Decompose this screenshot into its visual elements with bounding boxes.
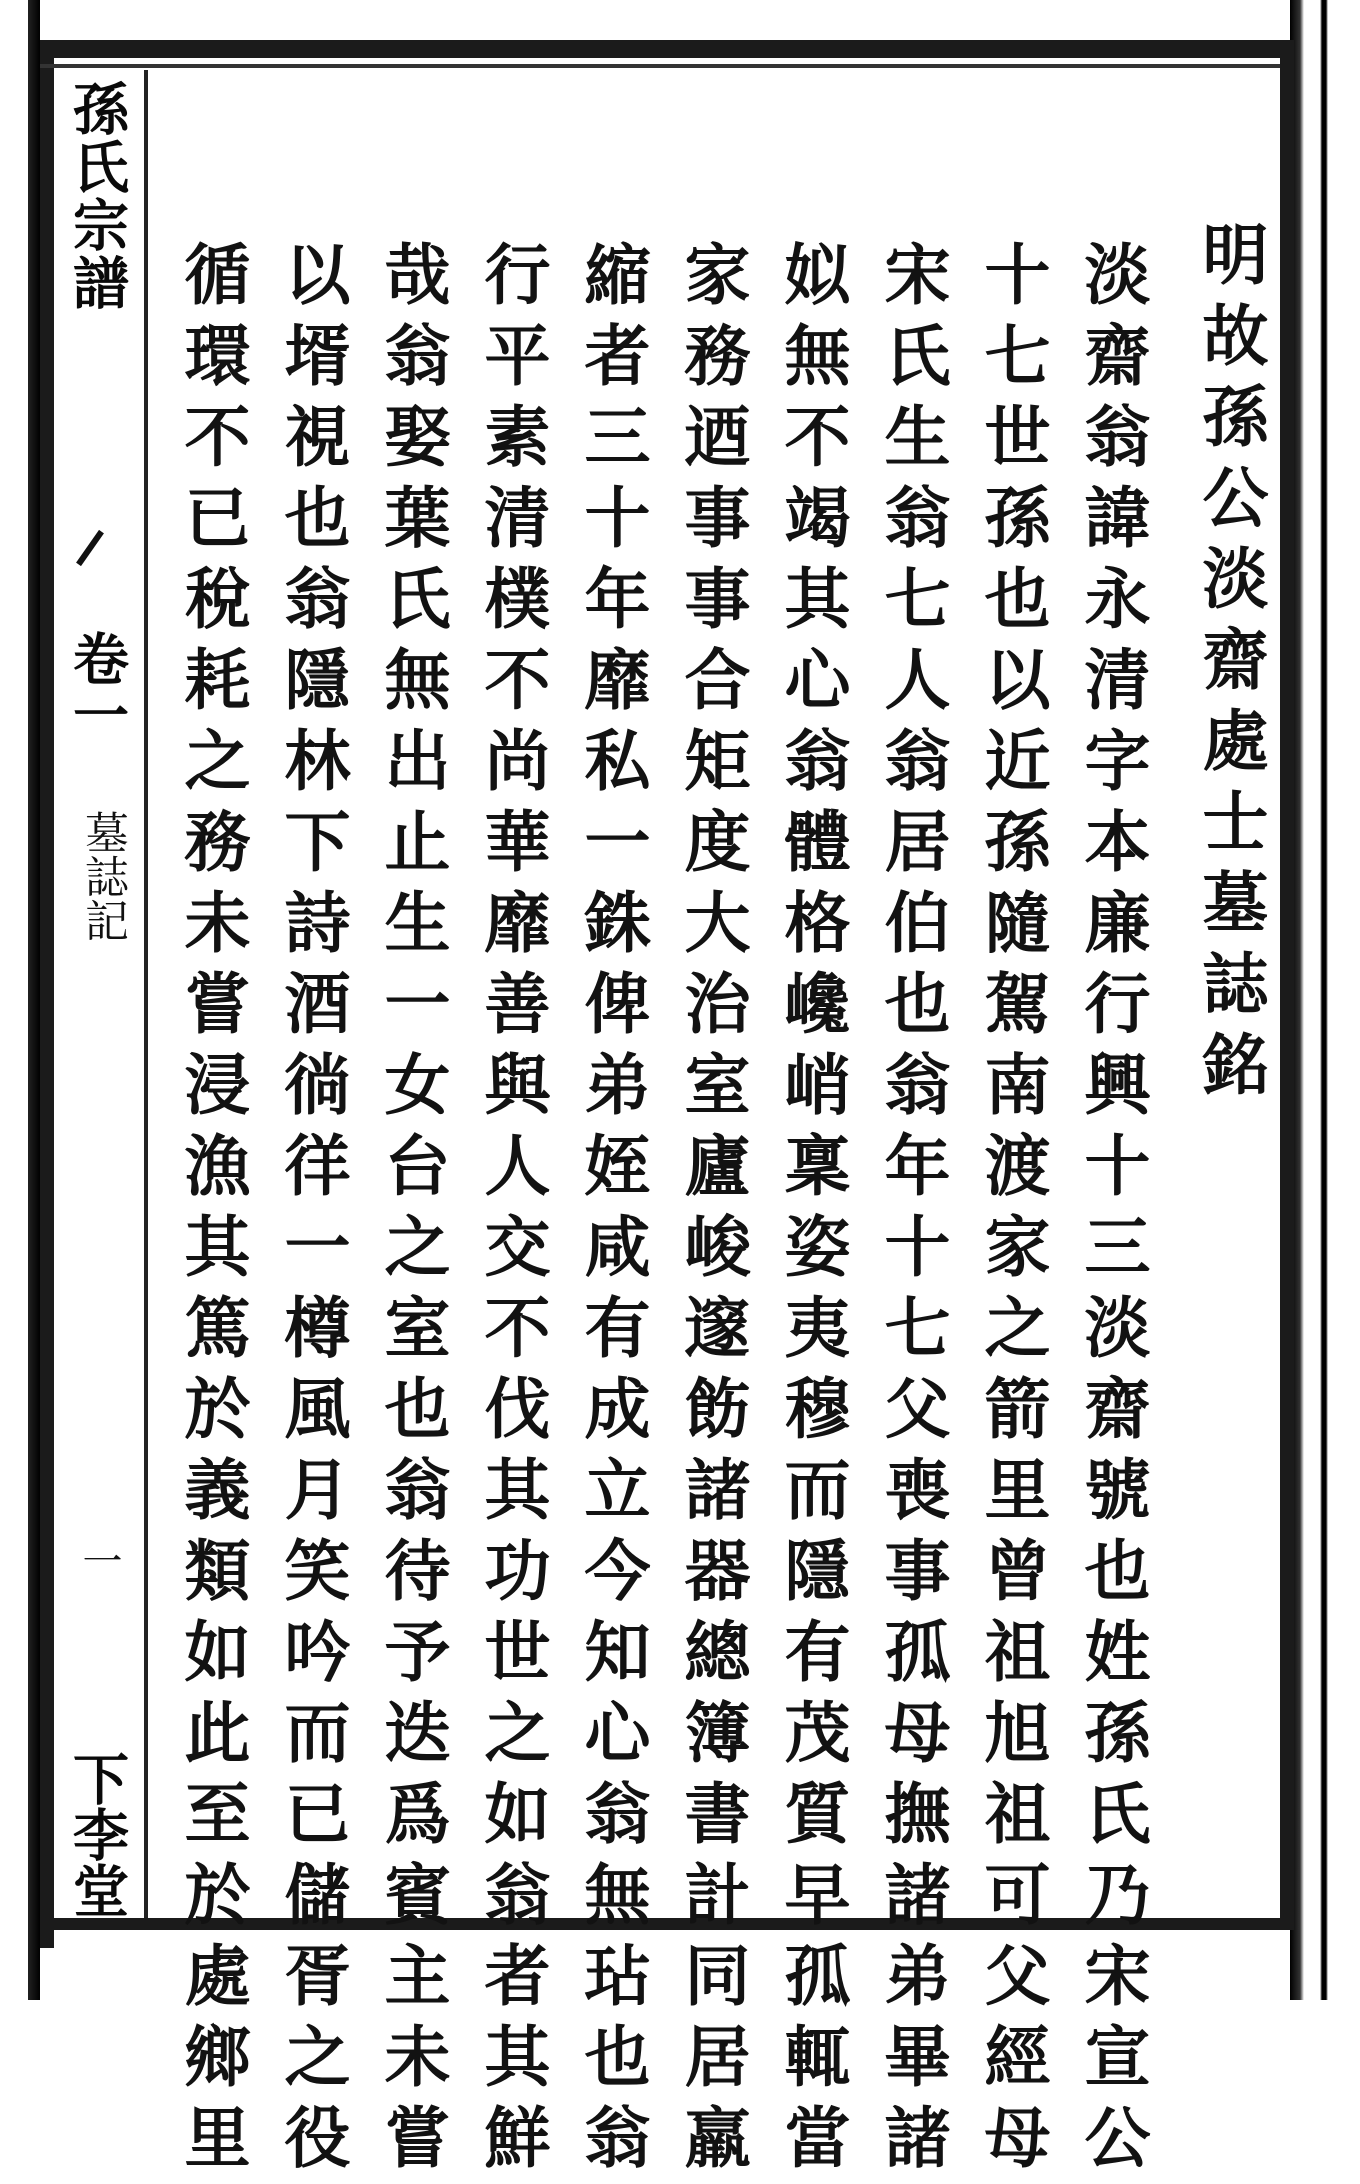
text-column-10: 循環不已稅耗之務未嘗浸漁其篤於義類如此至於處鄉里: [173, 240, 251, 2184]
page-edge-right: [1290, 0, 1360, 2000]
margin-volume: 卷一: [64, 630, 130, 742]
border-right: [1280, 40, 1294, 1930]
text-column-1: 淡齋翁諱永清字本廉行興十三淡齋號也姓孫氏乃宋宣公: [1073, 240, 1151, 2184]
border-top-inner: [40, 64, 1292, 68]
border-top: [40, 40, 1292, 58]
margin-page-number: 一: [76, 1540, 122, 1580]
text-column-7: 行平素清樸不尚華靡善與人交不伐其功世之如翁者其鮮: [473, 240, 551, 2184]
text-column-9: 以壻視也翁隱林下詩酒徜徉一樽風月笑吟而已儲胥之役: [273, 240, 351, 2184]
book-page: [40, 40, 1292, 2184]
margin-section-label: 墓誌記: [77, 810, 128, 942]
margin-separator: [76, 530, 104, 566]
epitaph-heading: 明故孫公淡齋處士墓誌銘: [1191, 220, 1269, 1111]
border-left: [40, 40, 54, 1948]
text-column-4: 姒無不竭其心翁體格巉峭稟姿夷穆而隱有茂質早孤輒當: [773, 240, 851, 2184]
text-column-8: 哉翁娶葉氏無出止生一女台之室也翁待予迭爲賓主未嘗: [373, 240, 451, 2184]
margin-hall-name: 下李堂: [64, 1750, 130, 1918]
text-column-2: 十七世孫也以近孫隨駕南渡家之箭里曾祖旭祖可父經母: [973, 240, 1051, 2184]
page-edge-left: [0, 0, 40, 2000]
margin-book-title: 孫氏宗譜: [64, 80, 130, 312]
epitaph-text: [160, 220, 1270, 2184]
text-column-3: 宋氏生翁七人翁居伯也翁年十七父喪事孤母撫諸弟畢諸: [873, 240, 951, 2184]
margin-column: [56, 70, 148, 1918]
text-column-6: 縮者三十年靡私一銖俾弟姪咸有成立今知心翁無玷也翁: [573, 240, 651, 2184]
text-column-5: 家務迺事事合矩度大治室廬峻邃飭諸器總簿書計同居羸: [673, 240, 751, 2184]
